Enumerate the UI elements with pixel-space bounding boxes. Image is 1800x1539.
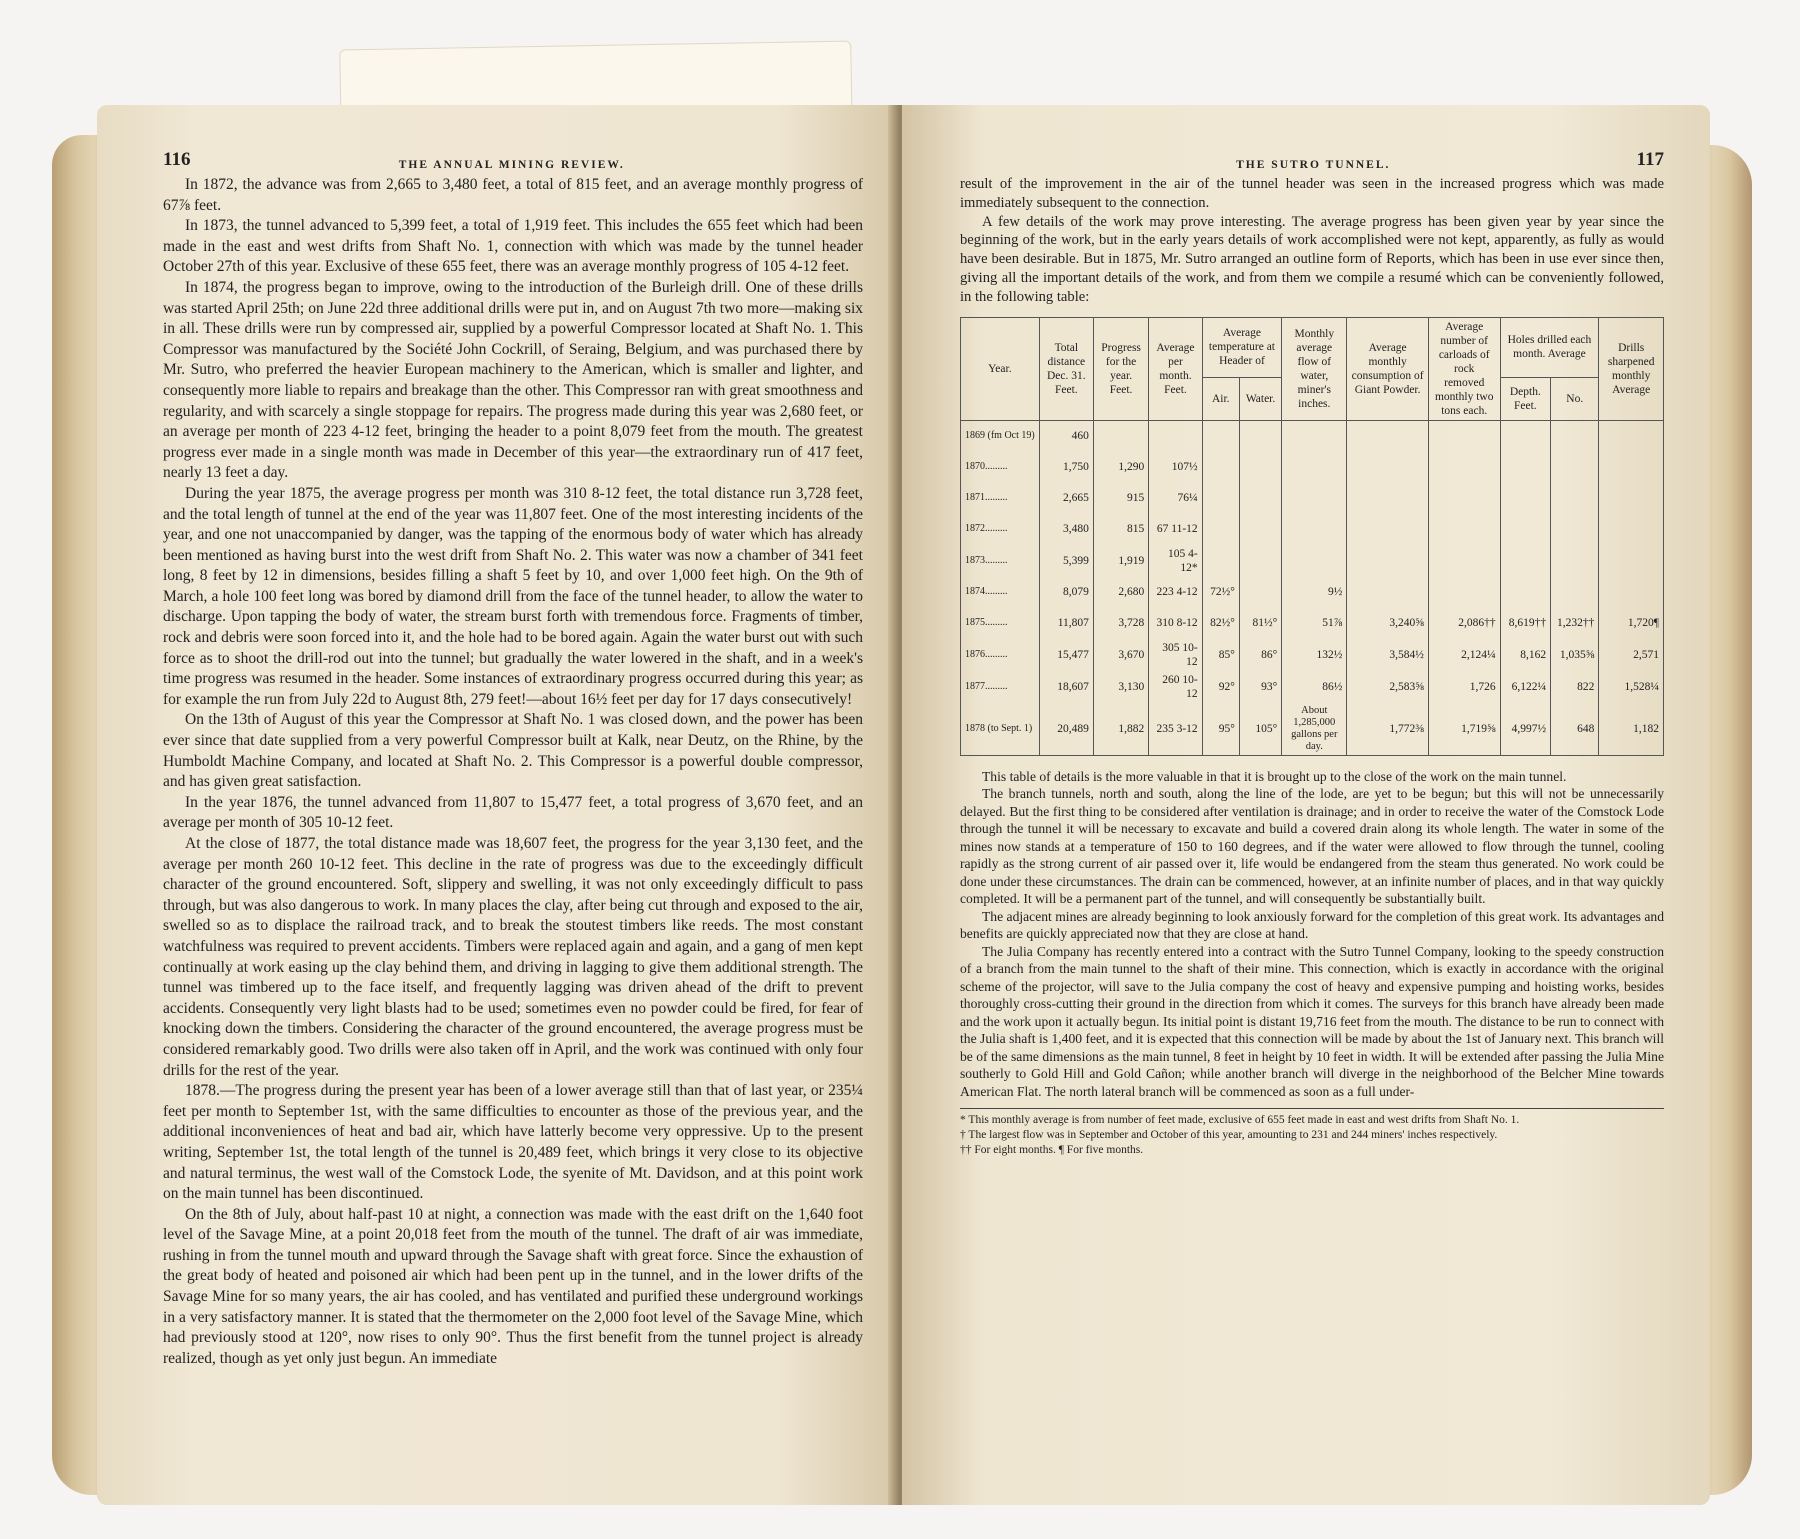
paragraph: The adjacent mines are already beginning to look anxiously forward for the completion of this great work. Its advantages and benefits are quickly appreciated now that they are close at hand.	[960, 908, 1664, 942]
table-cell-flow	[1282, 420, 1347, 452]
table-cell-progress: 915	[1093, 483, 1148, 514]
paragraph: This table of details is the more valuable in that it is brought up to the close of the work on the main tunnel.	[982, 768, 1567, 784]
table-cell-no	[1551, 483, 1599, 514]
table-row	[961, 452, 1664, 483]
table-cell-progress: 3,130	[1093, 671, 1148, 703]
table-row	[961, 545, 1664, 577]
table-cell-drills	[1599, 577, 1664, 608]
table-cell-depth	[1500, 514, 1551, 545]
tunnel-progress-table	[960, 317, 1664, 756]
table-cell-average: 235 3-12	[1149, 703, 1202, 756]
table-cell-no: 1,232††	[1551, 608, 1599, 639]
table-cell-flow	[1282, 545, 1347, 577]
header-progress: Progress for the year. Feet.	[1093, 317, 1148, 420]
table-cell-flow: 86½	[1282, 671, 1347, 703]
header-flow: Monthly average flow of water, miner's inches.	[1282, 317, 1347, 420]
table-cell-drills: 2,571	[1599, 639, 1664, 671]
table-cell-progress: 815	[1093, 514, 1148, 545]
table-cell-progress: 1,290	[1093, 452, 1148, 483]
table-cell-flow	[1282, 483, 1347, 514]
table-cell-flow: 51⅞	[1282, 608, 1347, 639]
table-cell-progress: 1,882	[1093, 703, 1148, 756]
table-cell-depth	[1500, 420, 1551, 452]
table-cell-progress: 3,728	[1093, 608, 1148, 639]
table-cell-year: 1877.........	[961, 671, 1040, 703]
table-cell-depth: 6,122¼	[1500, 671, 1551, 703]
table-cell-depth	[1500, 577, 1551, 608]
paragraph: The Julia Company has recently entered into a contract with the Sutro Tunnel Company, looking to the speedy construction of a branch from the main tunnel to the shaft of their mine. This connection, which is exactly in accordance with the original scheme of the projector, will save to the Julia company the cost of heavy and expensive pumping and hoisting works, besides thoroughly cross-cutting their ground in the direction from which it comes. The surveys for this branch have already been made and the work upon it actually begun. Its initial point is distant 19,716 feet from the mouth. The distance to be run to connect with the Julia shaft is 1,400 feet, and it is expected that this connection will be made by about the 1st of January next. This branch will be of the same dimensions as the main tunnel, 8 feet in height by 10 feet in width. It will be extended after passing the Julia Mine southerly to Gold Hill and Gold Cañon; while another branch will diverge in the neighborhood of the Belcher Mine towards American Flat. The north lateral branch will be commenced as soon as a full under-	[960, 943, 1664, 1099]
table-cell-drills	[1599, 545, 1664, 577]
table-cell-drills: 1,182	[1599, 703, 1664, 756]
paragraph: result of the improvement in the air of the tunnel header was seen in the increased progress which was made immediately subsequent to the connection.	[960, 176, 1664, 211]
table-cell-drills	[1599, 452, 1664, 483]
table-cell-total: 18,607	[1039, 671, 1093, 703]
table-cell-air	[1202, 545, 1239, 577]
table-cell-no: 1,035⅝	[1551, 639, 1599, 671]
table-body	[961, 420, 1664, 755]
table-cell-total: 1,750	[1039, 452, 1093, 483]
paragraph: The branch tunnels, north and south, along the line of the lode, are yet to be begun; but this will not be unnecessarily delayed. But the first thing to be considered after ventilation is drainage; and in order to receive the water of the Comstock Lode through the tunnel it will be necessary to excavate and build a covered drain along its whole length. The water in some of the mines now stands at a temperature of 150 to 160 degrees, and if the water were allowed to flow through the tunnel, cooling rapidly as the strong current of air passed over it, life would be endangered from the steam thus generated. No work could be done under these circumstances. The drain can be commenced, however, at an infinite number of places, and in that way quickly completed. It will be a permanent part of the tunnel, and will consequently be substantially built.	[960, 786, 1664, 907]
table-cell-powder	[1347, 577, 1429, 608]
table-cell-year: 1872.........	[961, 514, 1040, 545]
table-cell-air	[1202, 514, 1239, 545]
table-cell-year: 1876.........	[961, 639, 1040, 671]
table-cell-total: 2,665	[1039, 483, 1093, 514]
table-cell-powder	[1347, 420, 1429, 452]
table-cell-flow: About 1,285,000 gallons per day.	[1282, 703, 1347, 756]
footnote: * This monthly average is from number of feet made, exclusive of 655 feet made in east and west drifts from Shaft No. 1.	[960, 1114, 1520, 1127]
table-cell-total: 8,079	[1039, 577, 1093, 608]
table-cell-powder	[1347, 452, 1429, 483]
table-row	[961, 671, 1664, 703]
table-cell-carloads: 1,726	[1428, 671, 1500, 703]
footnote: †† For eight months. ¶ For five months.	[960, 1144, 1144, 1157]
paragraph: During the year 1875, the average progress per month was 310 8-12 feet, the total distance run 3,728 feet, and the total length of tunnel at the end of the year was 11,807 feet. One of the most interesting incidents of the year, and one not unaccompanied by danger, was the tapping of the enormous body of water which has already been mentioned as having burst into the west drift from Shaft No. 2. This water was now a chamber of 341 feet long, 8 feet by 12 in dimensions, besides filling a shaft 5 feet by 10, and over 1,000 feet high. On the 9th of March, a hole 100 feet long was bored by diamond drill from the face of the tunnel header, to allow the water to discharge. Upon tapping the body of water, the stream burst forth with tremendous force. Fragments of timber, rock and debris were soon forced into it, and the hole had to be bored again. Again the water burst out with such force as to shoot the drill-rod out into the tunnel; but gradually the water lowered in the shaft, and in a week's time progress was resumed in the header. Some instances of extraordinary progress occurred during this year; as for example the run from July 22d to August 8th, 279 feet!—about 16½ feet per day for 17 days consecutively!	[163, 484, 863, 708]
left-running-head	[163, 149, 863, 171]
table-cell-powder	[1347, 514, 1429, 545]
table-cell-total: 460	[1039, 420, 1093, 452]
header-temp-water: Water.	[1239, 378, 1281, 421]
table-cell-carloads	[1428, 545, 1500, 577]
table-cell-powder: 2,583⅝	[1347, 671, 1429, 703]
table-cell-water: 86°	[1239, 639, 1281, 671]
running-title-right: THE SUTRO TUNNEL.	[1236, 159, 1391, 171]
table-cell-air: 95°	[1202, 703, 1239, 756]
table-cell-no	[1551, 420, 1599, 452]
table-cell-no	[1551, 545, 1599, 577]
table-cell-average: 67 11-12	[1149, 514, 1202, 545]
header-holes: Holes drilled each month. Average	[1500, 317, 1599, 378]
table-cell-flow: 132½	[1282, 639, 1347, 671]
table-row	[961, 483, 1664, 514]
table-cell-drills	[1599, 483, 1664, 514]
table-cell-total: 3,480	[1039, 514, 1093, 545]
table-cell-flow: 9½	[1282, 577, 1347, 608]
table-cell-air: 72½°	[1202, 577, 1239, 608]
table-cell-carloads	[1428, 514, 1500, 545]
table-cell-water	[1239, 514, 1281, 545]
table-cell-drills	[1599, 514, 1664, 545]
header-carloads: Average number of carloads of rock removed monthly two tons each.	[1428, 317, 1500, 420]
table-row	[961, 608, 1664, 639]
table-cell-total: 5,399	[1039, 545, 1093, 577]
page-number-left: 116	[163, 149, 191, 170]
table-cell-year: 1871.........	[961, 483, 1040, 514]
table-cell-average: 310 8-12	[1149, 608, 1202, 639]
table-cell-water	[1239, 483, 1281, 514]
header-average: Average per month. Feet.	[1149, 317, 1202, 420]
table-cell-drills	[1599, 420, 1664, 452]
table-cell-year: 1878 (to Sept. 1)	[961, 703, 1040, 756]
table-cell-depth: 8,619††	[1500, 608, 1551, 639]
table-cell-year: 1870.........	[961, 452, 1040, 483]
table-cell-carloads: 1,719⅝	[1428, 703, 1500, 756]
table-cell-average: 76¼	[1149, 483, 1202, 514]
table-cell-powder: 3,240⅝	[1347, 608, 1429, 639]
table-cell-depth	[1500, 452, 1551, 483]
header-drills: Drills sharpened monthly Average	[1599, 317, 1664, 420]
paragraph: In 1872, the advance was from 2,665 to 3,480 feet, a total of 815 feet, and an average monthly progress of 67⅞ feet.	[163, 176, 863, 214]
table-cell-year: 1869 (fm Oct 19)	[961, 420, 1040, 452]
table-row	[961, 703, 1664, 756]
table-cell-water	[1239, 545, 1281, 577]
header-holes-depth: Depth. Feet.	[1500, 378, 1551, 421]
table-row	[961, 577, 1664, 608]
header-temp-air: Air.	[1202, 378, 1239, 421]
table-cell-water: 81½°	[1239, 608, 1281, 639]
table-cell-air	[1202, 483, 1239, 514]
right-intro-text	[960, 175, 1664, 307]
table-cell-powder	[1347, 545, 1429, 577]
table-cell-total: 11,807	[1039, 608, 1093, 639]
table-cell-carloads	[1428, 483, 1500, 514]
header-holes-no: No.	[1551, 378, 1599, 421]
right-running-head	[960, 149, 1664, 171]
paragraph: A few details of the work may prove interesting. The average progress has been given year by year since the beginning of the work, but in the early years details of work accomplished were not kept, apparently, as fully as would have been desirable. But in 1875, Mr. Sutro arranged an outline form of Reports, which has been in use ever since then, giving all the important details of the work, and from them we compile a resumé which can be conveniently followed, in the following table:	[960, 213, 1664, 305]
table-cell-flow	[1282, 452, 1347, 483]
table-cell-depth	[1500, 545, 1551, 577]
table-cell-air: 82½°	[1202, 608, 1239, 639]
page-number-right: 117	[1636, 149, 1664, 170]
table-cell-depth: 8,162	[1500, 639, 1551, 671]
table-cell-air	[1202, 452, 1239, 483]
paragraph: In 1873, the tunnel advanced to 5,399 feet, a total of 1,919 feet. This includes the 655 feet which had been made in the east and west drifts from Shaft No. 1, connection with which was made by the tunnel header October 27th of this year. Exclusive of these 655 feet, there was an average monthly progress of 105 4-12 feet.	[163, 217, 863, 276]
table-cell-water: 105°	[1239, 703, 1281, 756]
table-cell-water	[1239, 577, 1281, 608]
left-body-text	[163, 175, 863, 1369]
table-cell-progress	[1093, 420, 1148, 452]
table-cell-carloads	[1428, 452, 1500, 483]
paragraph: In the year 1876, the tunnel advanced from 11,807 to 15,477 feet, a total progress of 3,670 feet, and an average per month of 305 10-12 feet.	[163, 793, 863, 832]
running-title-left: THE ANNUAL MINING REVIEW.	[398, 159, 625, 171]
table-cell-progress: 2,680	[1093, 577, 1148, 608]
table-cell-flow	[1282, 514, 1347, 545]
table-row	[961, 639, 1664, 671]
open-book	[52, 95, 1752, 1535]
table-cell-water: 93°	[1239, 671, 1281, 703]
table-cell-air: 92°	[1202, 671, 1239, 703]
paragraph: 1878.—The progress during the present year has been of a lower average still than that of last year, or 235¼ feet per month to September 1st, with the same difficulties to encounter as those of the previous year, and the additional inconveniences of heat and bad air, which have latterly become very oppressive. Up to the present writing, September 1st, the total length of the tunnel is 20,489 feet, which brings it very close to its objective and natural terminus, the west wall of the Comstock Lode, the syenite of Mt. Davidson, and at this point work on the main tunnel has been discontinued.	[163, 1082, 863, 1203]
table-cell-average	[1149, 420, 1202, 452]
table-cell-carloads: 2,086††	[1428, 608, 1500, 639]
table-cell-depth: 4,997½	[1500, 703, 1551, 756]
table-cell-depth	[1500, 483, 1551, 514]
table-cell-total: 15,477	[1039, 639, 1093, 671]
table-cell-progress: 1,919	[1093, 545, 1148, 577]
table-cell-average: 223 4-12	[1149, 577, 1202, 608]
table-cell-powder: 1,772⅜	[1347, 703, 1429, 756]
table-cell-year: 1873.........	[961, 545, 1040, 577]
table-cell-year: 1875.........	[961, 608, 1040, 639]
table-cell-average: 305 10-12	[1149, 639, 1202, 671]
table-cell-drills: 1,528¼	[1599, 671, 1664, 703]
paragraph: On the 13th of August of this year the Compressor at Shaft No. 1 was closed down, and the power has been ever since that date supplied from a very powerful Compressor built at Kalk, near Deutz, on the Rhine, by the Humboldt Machine Company, and located at Shaft No. 2. This Compressor is a powerful double compressor, and has given great satisfaction.	[163, 711, 863, 791]
header-year: Year.	[961, 317, 1040, 420]
table-cell-carloads: 2,124¼	[1428, 639, 1500, 671]
paragraph: In 1874, the progress began to improve, owing to the introduction of the Burleigh drill. One of these drills was started April 25th; on June 22d three additional drills were put in, and on August 7th two more—making six in all. These drills were run by compressed air, supplied by a powerful Compressor located at Shaft No. 1. This Compressor was manufactured by the Société John Cockrill, of Seraing, Belgium, and was purchased there by Mr. Sutro, who preferred the heavier European machinery to the American, which is smaller and lighter, and consequently more liable to repairs and breakage than the other. This Compressor ran with great smoothness and regularity, and with scarcely a single stoppage for repairs. The progress made during this year was 2,680 feet, or an average per month of 223 4-12 feet, bringing the header to a point 8,079 feet from the mouth. The greatest progress ever made in a single month was made in December of this year—the extraordinary run of 417 feet, nearly 13 feet a day.	[163, 278, 863, 482]
table-cell-year: 1874.........	[961, 577, 1040, 608]
right-page	[902, 105, 1710, 1505]
table-cell-no: 822	[1551, 671, 1599, 703]
table-cell-carloads	[1428, 420, 1500, 452]
header-powder: Average monthly consumption of Giant Powder.	[1347, 317, 1429, 420]
table-cell-average: 260 10-12	[1149, 671, 1202, 703]
header-total-distance: Total distance Dec. 31. Feet.	[1039, 317, 1093, 420]
table-cell-average: 105 4-12*	[1149, 545, 1202, 577]
table-cell-no	[1551, 514, 1599, 545]
table-cell-total: 20,489	[1039, 703, 1093, 756]
paragraph: At the close of 1877, the total distance made was 18,607 feet, the progress for the year 3,130 feet, and the average per month 260 10-12 feet. This decline in the rate of progress was due to the exceedingly difficult character of the ground encountered. Soft, slippery and swelling, it was not only exceedingly difficult to pass through, but was also dangerous to work. In many places the clay, after being cut through and exposed to the air, swelled so as to displace the railroad track, and to break the stoutest timbers like reeds. The most constant watchfulness was required to prevent accidents. Timbers were replaced again and again, and a gang of men kept continually at work easing up the clay behind them, and driving in lagging to give them additional strength. The tunnel was timbered up to the face itself, and frequently lagging was driven ahead of the drift to prevent accidents. Consequently very light blasts had to be used; sometimes even no powder could be fired, for fear of knocking down the timbers. Considering the character of the ground encountered, the average progress must be considered remarkably good. Two drills were also taken off in April, and the work was continued with only four drills for the rest of the year.	[163, 835, 863, 1079]
table-cell-powder	[1347, 483, 1429, 514]
table-cell-powder: 3,584½	[1347, 639, 1429, 671]
right-body-text	[960, 768, 1664, 1101]
table-cell-carloads	[1428, 577, 1500, 608]
table-cell-air	[1202, 420, 1239, 452]
table-cell-water	[1239, 420, 1281, 452]
table-cell-no: 648	[1551, 703, 1599, 756]
table-cell-progress: 3,670	[1093, 639, 1148, 671]
table-cell-drills: 1,720¶	[1599, 608, 1664, 639]
table-row	[961, 514, 1664, 545]
table-cell-no	[1551, 452, 1599, 483]
header-temperature: Average temperature at Header of	[1202, 317, 1282, 378]
table-row	[961, 420, 1664, 452]
table-cell-water	[1239, 452, 1281, 483]
footnote: † The largest flow was in September and October of this year, amounting to 231 and 244 miners' inches respectively.	[960, 1129, 1498, 1142]
paragraph: On the 8th of July, about half-past 10 at night, a connection was made with the east drift on the 1,640 foot level of the Savage Mine, at a point 20,018 feet from the mouth of the tunnel. The draft of air was immediate, rushing in from the tunnel mouth and upward through the Savage shaft with great force. Since the exhaustion of the great body of heated and poisoned air which had been pent up in the tunnel, and in the lower drifts of the Savage Mine for so many years, the air has cooled, and has ventilated and purified these underground workings in a very satisfactory manner. It is stated that the thermometer on the 2,000 foot level of the Savage Mine, which had previously stood at 120°, now rises to only 90°. Thus the first benefit from the tunnel project is already realized, though as yet only just begun. An immediate	[163, 1205, 863, 1367]
table-cell-average: 107½	[1149, 452, 1202, 483]
footnotes	[960, 1108, 1664, 1158]
table-cell-no	[1551, 577, 1599, 608]
left-page	[97, 105, 897, 1505]
table-cell-air: 85°	[1202, 639, 1239, 671]
